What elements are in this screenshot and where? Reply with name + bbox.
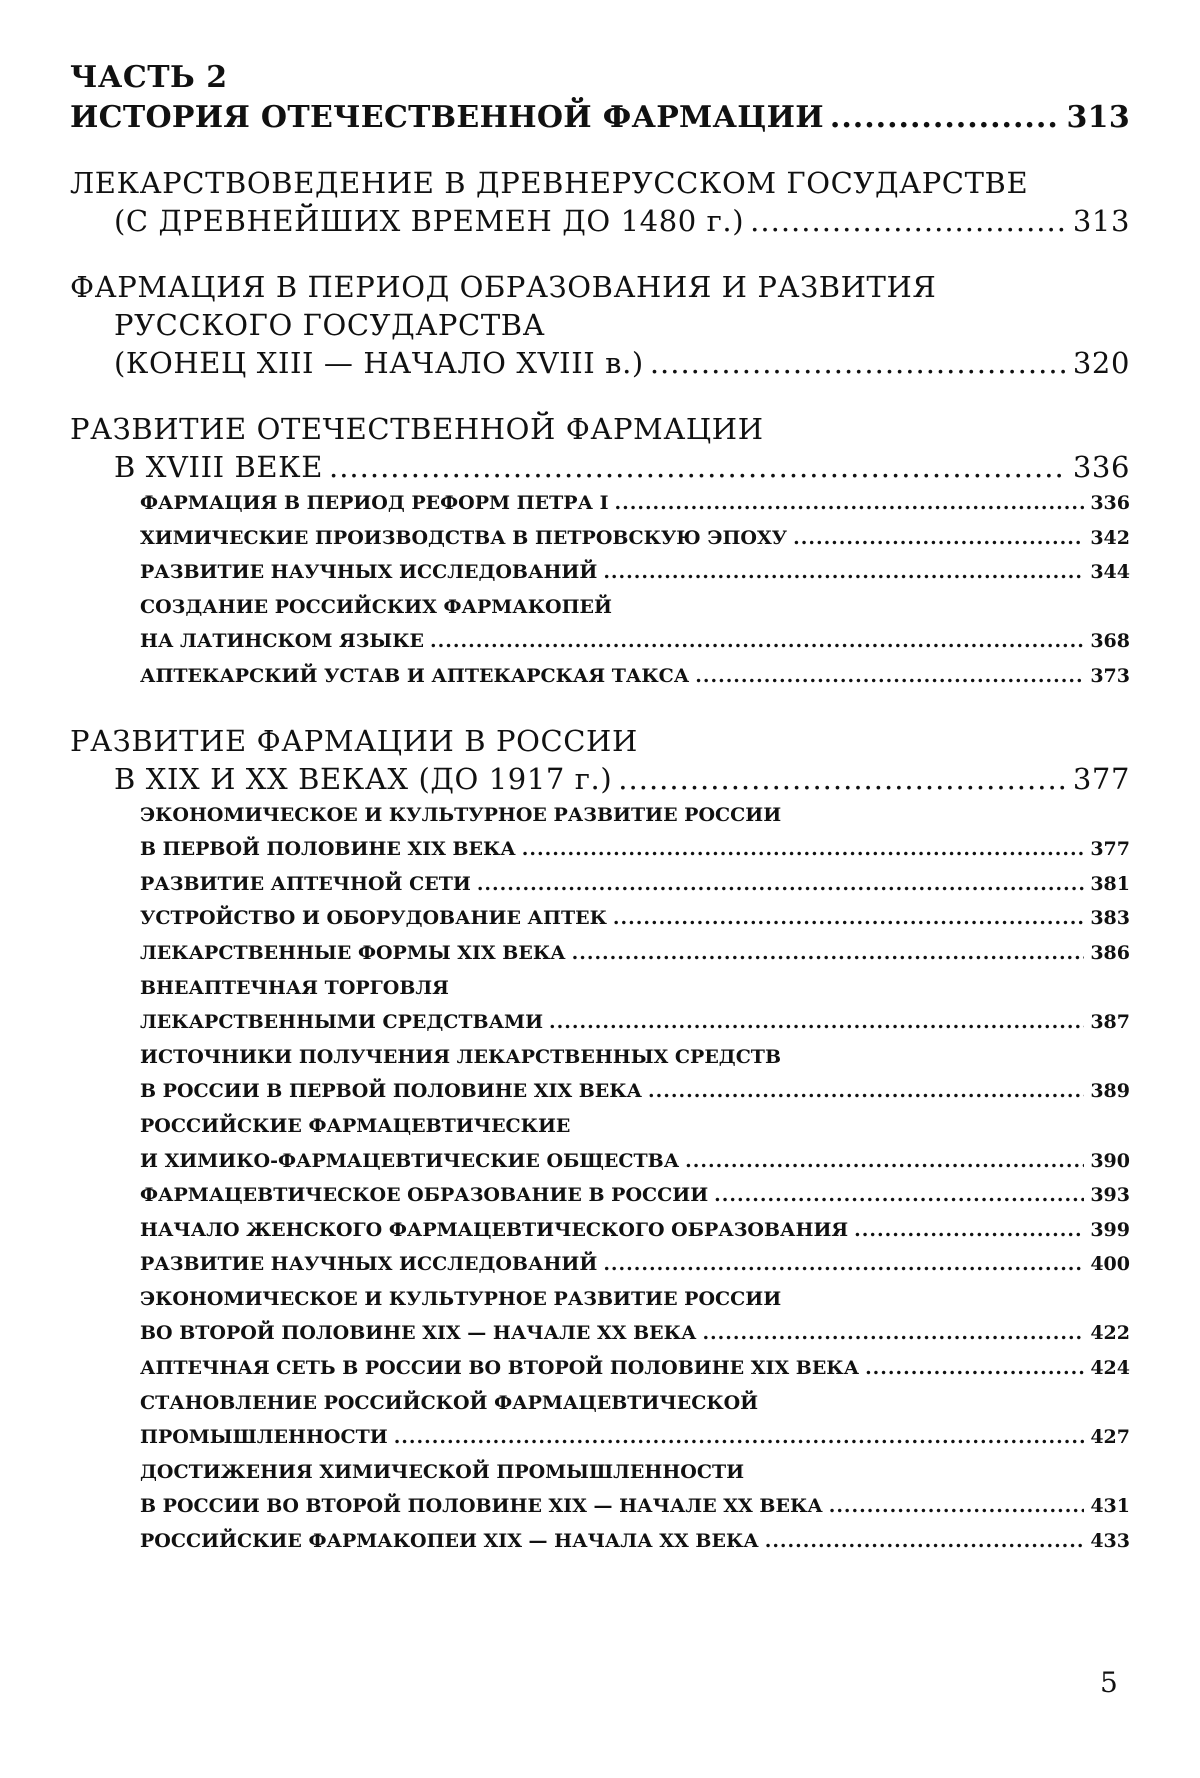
section-title: НАЧАЛО ЖЕНСКОГО ФАРМАЦЕВТИЧЕСКОГО ОБРАЗОВАНИЯ <box>140 1218 849 1241</box>
dot-leader <box>793 521 1084 556</box>
section-title-line: СОЗДАНИЕ РОССИЙСКИХ ФАРМАКОПЕЙ <box>140 595 612 618</box>
dot-leader <box>829 1489 1085 1524</box>
page-ref: 433 <box>1090 1530 1130 1553</box>
chapter-entry <box>70 722 1130 798</box>
page-ref: 424 <box>1090 1357 1130 1380</box>
chapter-title-line: РУССКОГО ГОСУДАРСТВА <box>114 308 546 342</box>
part-label: ЧАСТЬ 2 <box>70 60 228 95</box>
dot-leader <box>614 486 1084 521</box>
page-ref: 387 <box>1090 1011 1130 1034</box>
section-title: АПТЕЧНАЯ СЕТЬ В РОССИИ ВО ВТОРОЙ ПОЛОВИНЕ XIX ВЕКА <box>140 1357 860 1380</box>
dot-leader <box>430 624 1084 659</box>
section-row <box>140 521 1130 556</box>
section-title: В РОССИИ ВО ВТОРОЙ ПОЛОВИНЕ XIX — НАЧАЛЕ XX ВЕКА <box>140 1495 823 1518</box>
chapter-title-line: РАЗВИТИЕ ФАРМАЦИИ В РОССИИ <box>70 723 638 758</box>
dot-leader <box>603 1247 1084 1282</box>
section-title: РАЗВИТИЕ НАУЧНЫХ ИССЛЕДОВАНИЙ <box>140 1253 598 1276</box>
section-row <box>140 1489 1130 1524</box>
section-row <box>140 1316 1130 1351</box>
section-row <box>140 1524 1130 1559</box>
page-ref: 427 <box>1090 1426 1130 1449</box>
chapter-title-line: ЛЕКАРСТВОВЕДЕНИЕ В ДРЕВНЕРУССКОМ ГОСУДАРСТВЕ <box>70 166 1029 200</box>
chapter-title-line: РАЗВИТИЕ ОТЕЧЕСТВЕННОЙ ФАРМАЦИИ <box>70 412 764 446</box>
dot-leader <box>765 1524 1085 1559</box>
dot-leader <box>650 344 1067 382</box>
dot-leader <box>613 901 1084 936</box>
section-title-line: ВНЕАПТЕЧНАЯ ТОРГОВЛЯ <box>140 976 449 999</box>
chapter-title-line: ФАРМАЦИЯ В ПЕРИОД ОБРАЗОВАНИЯ И РАЗВИТИЯ <box>70 270 937 304</box>
page-ref: 381 <box>1090 872 1130 895</box>
dot-leader <box>685 1144 1084 1179</box>
section-title: РОССИЙСКИЕ ФАРМАКОПЕИ XIX — НАЧАЛА XX ВЕКА <box>140 1530 759 1553</box>
section-title: В РОССИИ В ПЕРВОЙ ПОЛОВИНЕ XIX ВЕКА <box>140 1080 643 1103</box>
page-ref: 386 <box>1090 941 1130 964</box>
section-title: ФАРМАЦИЯ В ПЕРИОД РЕФОРМ ПЕТРА I <box>140 492 609 514</box>
section-title: ВО ВТОРОЙ ПОЛОВИНЕ XIX — НАЧАЛЕ XX ВЕКА <box>140 1322 697 1345</box>
page-ref: 431 <box>1090 1495 1130 1518</box>
section-title-line: ЭКОНОМИЧЕСКОЕ И КУЛЬТУРНОЕ РАЗВИТИЕ РОССИИ <box>140 1287 782 1310</box>
section-row <box>140 936 1130 971</box>
page-ref: 377 <box>1072 761 1130 796</box>
section-row <box>140 659 1130 694</box>
dot-leader <box>603 555 1084 590</box>
table-of-contents <box>70 58 1130 1559</box>
section-title-line: ЭКОНОМИЧЕСКОЕ И КУЛЬТУРНОЕ РАЗВИТИЕ РОССИИ <box>140 803 782 826</box>
section-row <box>140 1247 1130 1282</box>
page-ref: 336 <box>1072 450 1130 484</box>
dot-leader <box>714 1178 1084 1213</box>
section-title: ФАРМАЦЕВТИЧЕСКОЕ ОБРАЗОВАНИЕ В РОССИИ <box>140 1184 709 1207</box>
section-row <box>140 901 1130 936</box>
dot-leader <box>702 1316 1084 1351</box>
section-row <box>140 1213 1130 1248</box>
section-title: РАЗВИТИЕ АПТЕЧНОЙ СЕТИ <box>140 872 471 895</box>
dot-leader <box>830 98 1061 138</box>
section-row <box>140 1005 1130 1040</box>
section-title: ПРОМЫШЛЕННОСТИ <box>140 1426 388 1449</box>
chapter-entry <box>70 164 1130 240</box>
section-list <box>70 798 1130 1559</box>
page-ref: 393 <box>1090 1184 1130 1207</box>
section-row <box>140 624 1130 659</box>
dot-leader <box>854 1213 1084 1248</box>
section-list <box>70 486 1130 694</box>
chapter-title-last-line: В XIX И XX ВЕКАХ (ДО 1917 г.) <box>114 761 613 796</box>
chapter-title-row <box>70 448 1130 486</box>
page-ref: 389 <box>1090 1080 1130 1103</box>
section-row <box>140 1420 1130 1455</box>
dot-leader <box>572 936 1085 971</box>
section-title: И ХИМИКО-ФАРМАЦЕВТИЧЕСКИЕ ОБЩЕСТВА <box>140 1149 680 1172</box>
chapter-title-last-line: (С ДРЕВНЕЙШИХ ВРЕМЕН ДО 1480 г.) <box>114 204 745 238</box>
section-title: РАЗВИТИЕ НАУЧНЫХ ИССЛЕДОВАНИЙ <box>140 561 598 584</box>
dot-leader <box>329 448 1067 486</box>
section-title: УСТРОЙСТВО И ОБОРУДОВАНИЕ АПТЕК <box>140 907 607 930</box>
dot-leader <box>648 1074 1084 1109</box>
dot-leader <box>618 760 1067 798</box>
page-ref: 336 <box>1090 492 1130 514</box>
dot-leader <box>477 867 1085 902</box>
page-ref: 342 <box>1090 526 1130 549</box>
dot-leader <box>394 1420 1085 1455</box>
page-ref: 400 <box>1090 1253 1130 1276</box>
chapter-title-last-line: В XVIII ВЕКЕ <box>114 450 323 484</box>
page-ref: 368 <box>1090 630 1130 653</box>
page-ref: 320 <box>1072 346 1130 380</box>
dot-leader <box>695 659 1084 694</box>
section-title-line: РОССИЙСКИЕ ФАРМАЦЕВТИЧЕСКИЕ <box>140 1114 571 1137</box>
page-ref: 313 <box>1072 204 1130 238</box>
section-title: ЛЕКАРСТВЕННЫМИ СРЕДСТВАМИ <box>140 1011 544 1034</box>
chapter-entry <box>70 410 1130 486</box>
page-ref: 373 <box>1090 664 1130 687</box>
section-title: АПТЕКАРСКИЙ УСТАВ И АПТЕКАРСКАЯ ТАКСА <box>140 664 690 687</box>
page-number: 5 <box>1100 1666 1118 1699</box>
section-title: ЛЕКАРСТВЕННЫЕ ФОРМЫ XIX ВЕКА <box>140 941 566 964</box>
part-title: ИСТОРИЯ ОТЕЧЕСТВЕННОЙ ФАРМАЦИИ <box>70 100 824 135</box>
section-title: НА ЛАТИНСКОМ ЯЗЫКЕ <box>140 630 425 653</box>
section-row <box>140 1351 1130 1386</box>
section-row <box>140 867 1130 902</box>
page-ref: 390 <box>1090 1149 1130 1172</box>
chapter-title-row <box>70 760 1130 798</box>
dot-leader <box>750 202 1067 240</box>
dot-leader <box>549 1005 1084 1040</box>
chapter-title-row <box>70 202 1130 240</box>
section-title: ХИМИЧЕСКИЕ ПРОИЗВОДСТВА В ПЕТРОВСКУЮ ЭПОХУ <box>140 526 788 549</box>
page-ref: 383 <box>1090 907 1130 930</box>
section-title-line: СТАНОВЛЕНИЕ РОССИЙСКОЙ ФАРМАЦЕВТИЧЕСКОЙ <box>140 1391 759 1414</box>
dot-leader <box>522 832 1085 867</box>
section-row <box>140 486 1130 521</box>
page-ref: 313 <box>1066 100 1130 135</box>
chapter-entry <box>70 268 1130 382</box>
page-ref: 399 <box>1090 1218 1130 1241</box>
chapter-title-last-line: (КОНЕЦ XIII — НАЧАЛО XVIII в.) <box>114 346 644 380</box>
section-row <box>140 832 1130 867</box>
section-title-line: ИСТОЧНИКИ ПОЛУЧЕНИЯ ЛЕКАРСТВЕННЫХ СРЕДСТВ <box>140 1045 782 1068</box>
chapter-title-row <box>70 344 1130 382</box>
page-ref: 344 <box>1090 561 1130 584</box>
section-title: В ПЕРВОЙ ПОЛОВИНЕ XIX ВЕКА <box>140 838 516 861</box>
page-ref: 422 <box>1090 1322 1130 1345</box>
section-title-line: ДОСТИЖЕНИЯ ХИМИЧЕСКОЙ ПРОМЫШЛЕННОСТИ <box>140 1460 745 1483</box>
section-row <box>140 1178 1130 1213</box>
page-ref: 377 <box>1090 838 1130 861</box>
section-row <box>140 1074 1130 1109</box>
part-title-row <box>70 98 1130 138</box>
section-row <box>140 1144 1130 1179</box>
section-row <box>140 555 1130 590</box>
dot-leader <box>865 1351 1084 1386</box>
